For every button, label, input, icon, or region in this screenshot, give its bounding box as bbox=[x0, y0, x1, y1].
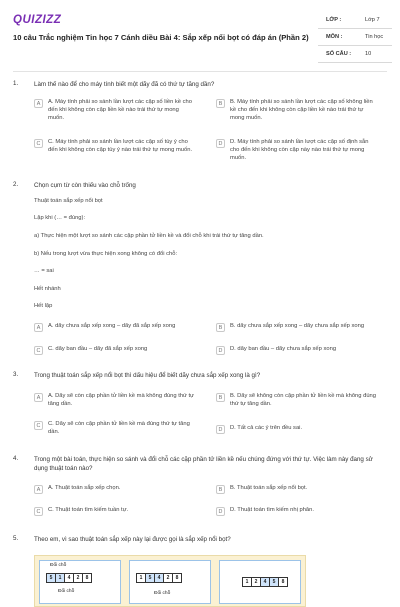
option-letter-box: B bbox=[216, 393, 225, 402]
algorithm-line: Hết nhánh bbox=[34, 286, 61, 292]
question-number: 1. bbox=[13, 80, 19, 87]
array-cell: 5 bbox=[47, 574, 56, 582]
meta-value: 10 bbox=[365, 51, 372, 57]
question-text: Làm thế nào để cho máy tính biết một dãy đã có thứ tự tăng dần? bbox=[34, 81, 215, 88]
meta-row-class bbox=[318, 12, 392, 29]
question-number: 5. bbox=[13, 535, 19, 542]
header-divider bbox=[13, 71, 387, 72]
question-text: Trong thuật toán sắp xếp nổi bọt thì dấu hiệu để biết dãy chưa sắp xếp xong là gì? bbox=[34, 372, 261, 379]
worksheet-header bbox=[0, 0, 400, 68]
bubble-sort-figure bbox=[34, 555, 306, 607]
meta-row-count bbox=[318, 46, 392, 63]
number-array bbox=[136, 573, 182, 583]
question-number: 3. bbox=[13, 371, 19, 378]
option-text: A. dãy chưa sắp xếp xong – dãy đã sắp xếp xong bbox=[48, 323, 176, 329]
algorithm-line: … = sai bbox=[34, 268, 54, 274]
array-cell: 8 bbox=[175, 575, 179, 581]
array-cell: 5 bbox=[270, 578, 279, 586]
option-text: A. Thuật toán sắp xếp chọn. bbox=[48, 485, 121, 491]
answer-option[interactable] bbox=[216, 138, 378, 162]
array-cell: 4 bbox=[65, 574, 74, 582]
option-letter-box: D bbox=[216, 425, 225, 434]
worksheet-title: 10 câu Trắc nghiệm Tin học 7 Cánh diều Bài 4: Sắp xếp nổi bọt có đáp án (Phần 2) bbox=[13, 33, 309, 42]
array-cell: 2 bbox=[74, 574, 83, 582]
number-array bbox=[242, 577, 288, 587]
question-text: Theo em, vì sao thuật toán sắp xếp này lại được gọi là sắp xếp nổi bọt? bbox=[34, 536, 231, 543]
option-letter-box: B bbox=[216, 99, 225, 108]
answer-option[interactable] bbox=[34, 138, 196, 154]
option-text: C. Máy tính phải so sánh lần lượt các cặp số tùy ý cho đến khi không còn cặp tùy ý nào trái thứ tự mong muốn. bbox=[48, 139, 193, 153]
option-text: D. Máy tính phải so sánh lần lượt các cặp số định sẵn cho đến khi không còn cặp này nào trái thứ tự mong muốn. bbox=[230, 139, 369, 161]
meta-key: MÔN : bbox=[326, 34, 343, 40]
option-letter-box: B bbox=[216, 323, 225, 332]
option-letter-box: A bbox=[34, 323, 43, 332]
option-text: A. Máy tính phải so sánh lần lượt các cặp số liền kề cho đến khi không còn cặp liền kề nào trái thứ tự mong muốn. bbox=[48, 99, 192, 121]
option-letter-box: B bbox=[216, 485, 225, 494]
option-letter-box: D bbox=[216, 346, 225, 355]
option-text: B. Thuật toán sắp xếp nổi bọt. bbox=[230, 485, 308, 491]
answer-option[interactable] bbox=[34, 484, 196, 494]
figure-panel bbox=[39, 560, 121, 604]
option-text: D. Tất cả các ý trên đều sai. bbox=[230, 425, 303, 431]
answer-option[interactable] bbox=[216, 484, 378, 494]
algorithm-line: b) Nếu trong lượt vừa thực hiện xong không có đổi chỗ: bbox=[34, 251, 178, 257]
number-array bbox=[46, 573, 92, 583]
array-cell: 5 bbox=[146, 574, 155, 582]
array-cell: 2 bbox=[164, 574, 173, 582]
option-letter-box: C bbox=[34, 507, 43, 516]
figure-panel bbox=[129, 560, 211, 604]
meta-value: Tin học bbox=[365, 34, 384, 40]
answer-option[interactable] bbox=[34, 345, 218, 355]
option-text: D. dãy ban đầu – dãy chưa sắp xếp xong bbox=[230, 346, 337, 352]
array-cell: 8 bbox=[281, 579, 285, 585]
question-number: 2. bbox=[13, 181, 19, 188]
option-letter-box: A bbox=[34, 393, 43, 402]
answer-option[interactable] bbox=[216, 392, 378, 408]
option-letter-box: C bbox=[34, 346, 43, 355]
array-cell: 4 bbox=[155, 574, 164, 582]
answer-option[interactable] bbox=[216, 424, 378, 434]
meta-key: SỐ CÂU : bbox=[326, 51, 352, 57]
meta-value: Lớp 7 bbox=[365, 17, 380, 23]
algorithm-line: Thuật toán sắp xếp nổi bọt bbox=[34, 198, 103, 204]
answer-option[interactable] bbox=[34, 392, 196, 408]
option-text: D. Thuật toán tìm kiếm nhị phân. bbox=[230, 507, 314, 513]
array-cell: 4 bbox=[261, 578, 270, 586]
option-text: C. Dãy sẽ còn cặp phần tử liền kề mà đúng thứ tự tăng dần. bbox=[48, 421, 190, 435]
swap-label: Đổi chỗ bbox=[154, 591, 171, 596]
array-cell: 8 bbox=[85, 575, 89, 581]
quizizz-logo[interactable]: QUIZIZZ bbox=[13, 14, 62, 26]
algorithm-line: a) Thực hiện một lượt so sánh các cặp phần tử liền kề và đổi chỗ khi trái thứ tự tăng dần. bbox=[34, 233, 264, 239]
meta-row-subject bbox=[318, 29, 392, 46]
answer-option[interactable] bbox=[34, 506, 196, 516]
swap-label: Đổi chỗ bbox=[50, 563, 67, 568]
answer-option[interactable] bbox=[216, 345, 400, 355]
array-cell: 1 bbox=[137, 574, 146, 582]
answer-option[interactable] bbox=[34, 420, 196, 436]
answer-option[interactable] bbox=[34, 322, 218, 332]
question-text: Trong một bài toán, thực hiện so sánh và đổi chỗ các cặp phần tử liền kề nếu chúng đứng với thứ tự. Việc làm này đang sử dụng thuật toán nào? bbox=[34, 456, 373, 472]
option-text: B. dãy chưa sắp xếp xong – dãy chưa sắp xếp xong bbox=[230, 323, 365, 329]
option-text: C. dãy ban đầu – dãy đã sắp xếp xong bbox=[48, 346, 148, 352]
array-cell: 1 bbox=[56, 574, 65, 582]
option-letter-box: C bbox=[34, 139, 43, 148]
option-letter-box: D bbox=[216, 139, 225, 148]
option-letter-box: D bbox=[216, 507, 225, 516]
question-text: Chọn cụm từ còn thiếu vào chỗ trống bbox=[34, 182, 136, 189]
option-text: C. Thuật toán tìm kiếm tuần tự. bbox=[48, 507, 129, 513]
figure-panel bbox=[219, 560, 301, 604]
meta-table bbox=[318, 12, 392, 63]
answer-option[interactable] bbox=[216, 98, 378, 122]
question-number: 4. bbox=[13, 455, 19, 462]
algorithm-line: Hết lặp bbox=[34, 303, 53, 309]
option-text: B. Máy tính phải so sánh lần lượt các cặp số không liền kề cho đến khi không còn cặp liền kề nào trái thứ tự mong muốn. bbox=[230, 99, 373, 121]
answer-option[interactable] bbox=[34, 98, 196, 122]
option-letter-box: A bbox=[34, 485, 43, 494]
answer-option[interactable] bbox=[216, 322, 400, 332]
option-letter-box: C bbox=[34, 421, 43, 430]
answer-option[interactable] bbox=[216, 506, 378, 516]
meta-key: LỚP : bbox=[326, 17, 342, 23]
option-letter-box: A bbox=[34, 99, 43, 108]
array-cell: 1 bbox=[243, 578, 252, 586]
option-text: B. Dãy sẽ không còn cặp phần tử liền kề mà không đúng thứ tự tăng dần. bbox=[230, 393, 376, 407]
array-cell: 2 bbox=[252, 578, 261, 586]
option-text: A. Dãy sẽ còn cặp phần tử liền kề mà không đúng thứ tự tăng dần. bbox=[48, 393, 195, 407]
swap-label: Đổi chỗ bbox=[58, 589, 75, 594]
algorithm-line: Lặp khi (… = đúng): bbox=[34, 215, 86, 221]
